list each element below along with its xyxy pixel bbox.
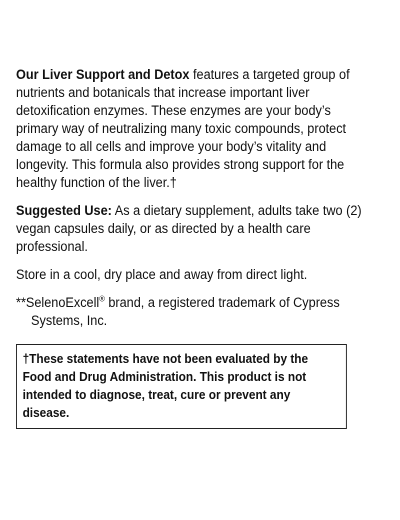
storage-instructions: Store in a cool, dry place and away from direct light.	[16, 267, 308, 282]
supplement-label-text	[16, 66, 364, 429]
product-description	[16, 66, 364, 192]
fda-disclaimer-text: †These statements have not been evaluated by the Food and Drug Administration. This product is not intended to diagnose, treat, cure or prevent any disease.	[22, 352, 309, 420]
suggested-use	[16, 202, 364, 256]
suggested-use-text: As a dietary supplement, adults take two (2) vegan capsules daily, or as directed by a health care professional.	[16, 203, 362, 254]
trademark-text: brand, a registered trademark of Cypress Systems, Inc.	[31, 295, 340, 328]
product-description-text: features a targeted group of nutrients and botanicals that increase important liver detoxification enzymes. These enzymes are your body’s primary way of neutralizing many toxic compounds, protect damage to all cells and improve your body’s vitality and longevity. This formula also provides strong support for the healthy function of the liver.†	[16, 67, 350, 190]
trademark-brand: **SelenoExcell	[16, 295, 100, 310]
suggested-use-label: Suggested Use:	[16, 203, 112, 218]
registered-mark: ®	[99, 294, 105, 304]
product-name: Our Liver Support and Detox	[16, 67, 190, 82]
trademark-note	[16, 294, 364, 330]
fda-disclaimer-box	[16, 344, 347, 429]
